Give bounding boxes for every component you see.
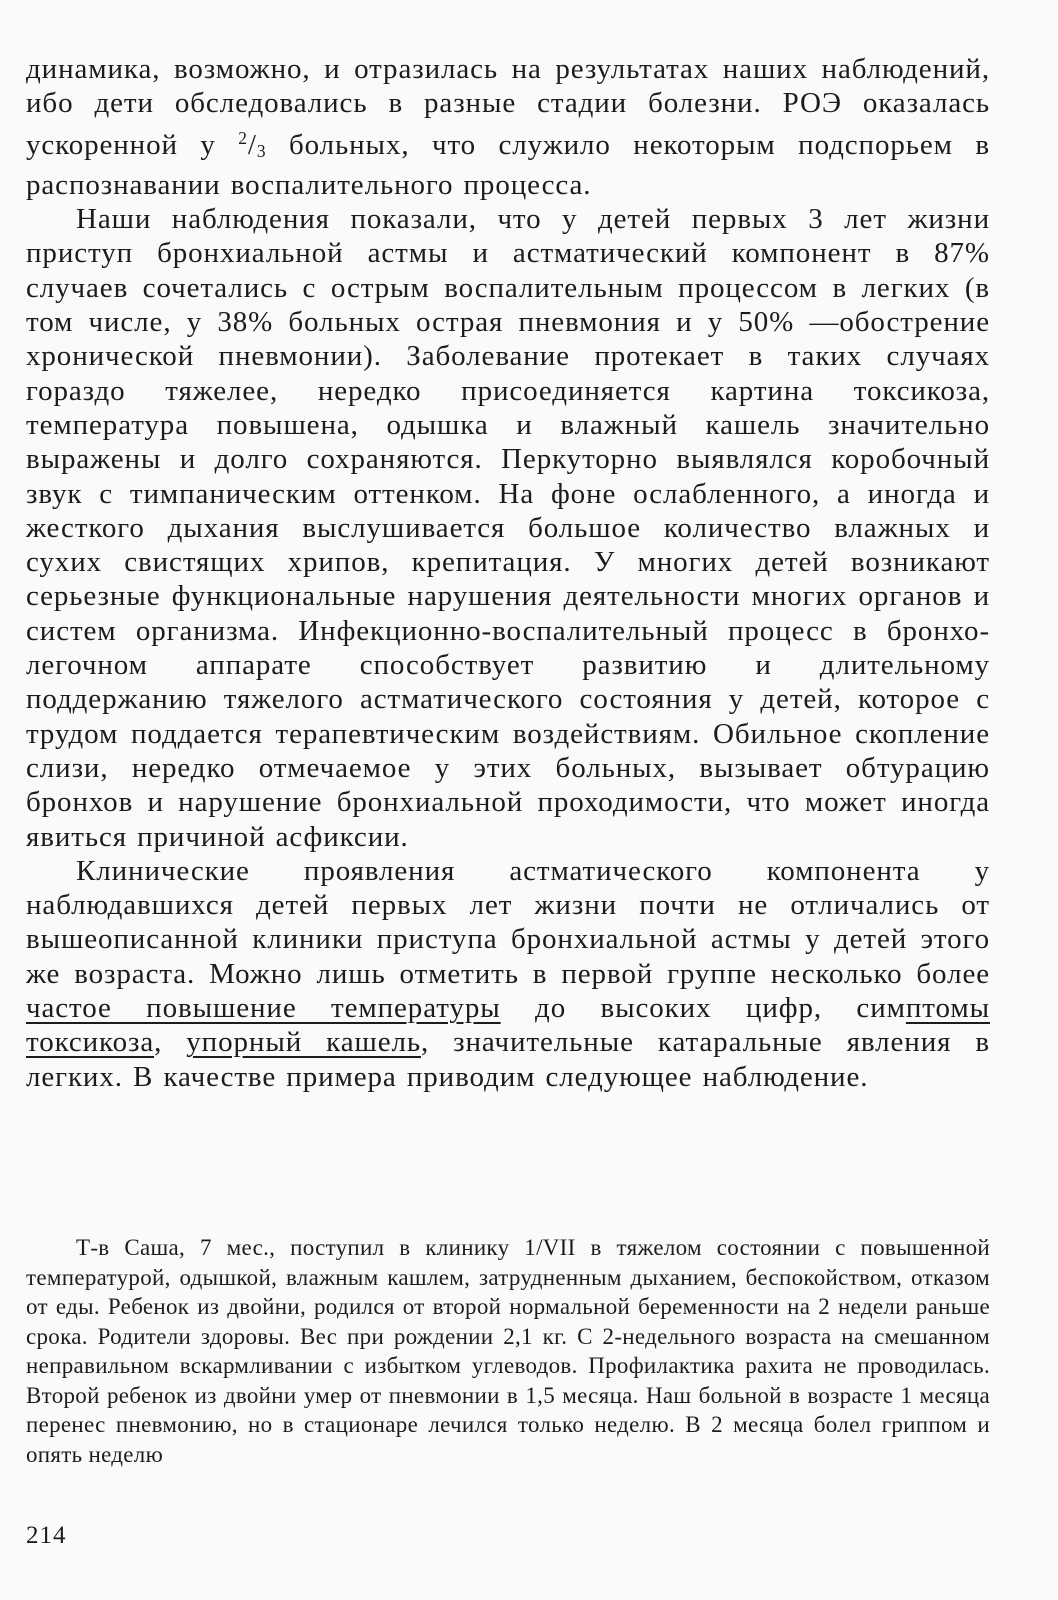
main-text [26,52,990,1094]
text-run: динамика, возможно, и отразилась на результатах наших наблюдений, ибо дети обследовались в разные стадии болезни. РОЭ оказалась ускоренной у [26,53,990,161]
text-run: Клинические проявления астматического компонента у наблюдавшихся детей первых лет жизни почти не отличались от вышеописанной клиники приступа бронхиальной астмы у детей этого же возраста. Можно лишь отметить в первой группе несколько более [26,854,990,990]
fraction-denominator: 3 [256,140,267,161]
page-number: 214 [26,1522,67,1549]
text-run: до высоких цифр, сим [500,992,906,1025]
fraction-numerator: 2 [238,127,248,148]
underlined-text: частое повышение температуры [26,992,501,1025]
underlined-text: птомы токсикоза [26,992,990,1059]
text-run: , [154,1026,187,1059]
text-run: больных, что служило некоторым подспорьем в распознавании воспалительного процесса. [26,128,991,201]
paragraph [26,854,990,1094]
paragraph [26,52,990,202]
paragraph [26,202,990,854]
text-run: Наши наблюдения показали, что у детей первых 3 лет жизни приступ бронхиальной астмы и астматический компонент в 87% случаев сочетались с острым воспалительным процессом в легких (в том числе, у 38% больных острая пневмония и у 50% —обострение хронической пневмонии). Заболевание протекает в таких случаях гораздо тяжелее, нередко присоединяется картина токсикоза, температура повышена, одышка и влажный кашель значительно выражены и долго сохраняются. Перкуторно выявлялся коробочный звук с тимпаническим оттенком. На фоне ослабленного, а иногда и жесткого дыхания выслушивается большое количество влажных и сухих свистящих хрипов, крепитация. У многих детей возникают серьезные функциональные нарушения деятельности многих органов и систем организма. Инфекционно-воспалительный процесс в бронхо-легочном аппарате способствует развитию и длительному поддержанию тяжелого астматического состояния у детей, которое с трудом поддается терапевтическим воздействиям. Обильное скопление слизи, нередко отмечаемое у этих больных, вызывает обтурацию бронхов и нарушение бронхиальной проходимости, что может иногда явиться причиной асфиксии. [26,203,990,853]
text-run: , значительные катаральные явления в легких. В качестве примера приводим следующее наблюдение. [26,1026,990,1093]
fraction-slash: / [247,128,257,161]
underlined-text: упорный кашель [186,1026,421,1059]
case-history-text: Т-в Саша, 7 мес., поступил в клинику 1/VII в тяжелом состоянии с повышенной температурой, одышкой, влажным кашлем, затрудненным дыханием, беспокойством, отказом от еды. Ребенок из двойни, родился от второй нормальной беременности на 2 недели раньше срока. Родители здоровы. Вес при рождении 2,1 кг. С 2-недельного возраста на смешанном неправильном вскармливании с избытком углеводов. Профилактика рахита не проводилась. Второй ребенок из двойни умер от пневмонии в 1,5 месяца. Наш больной в возрасте 1 месяца перенес пневмонию, но в стационаре лечился только неделю. В 2 месяца болел гриппом и опять неделю [26,1235,990,1467]
case-history [26,1233,990,1469]
